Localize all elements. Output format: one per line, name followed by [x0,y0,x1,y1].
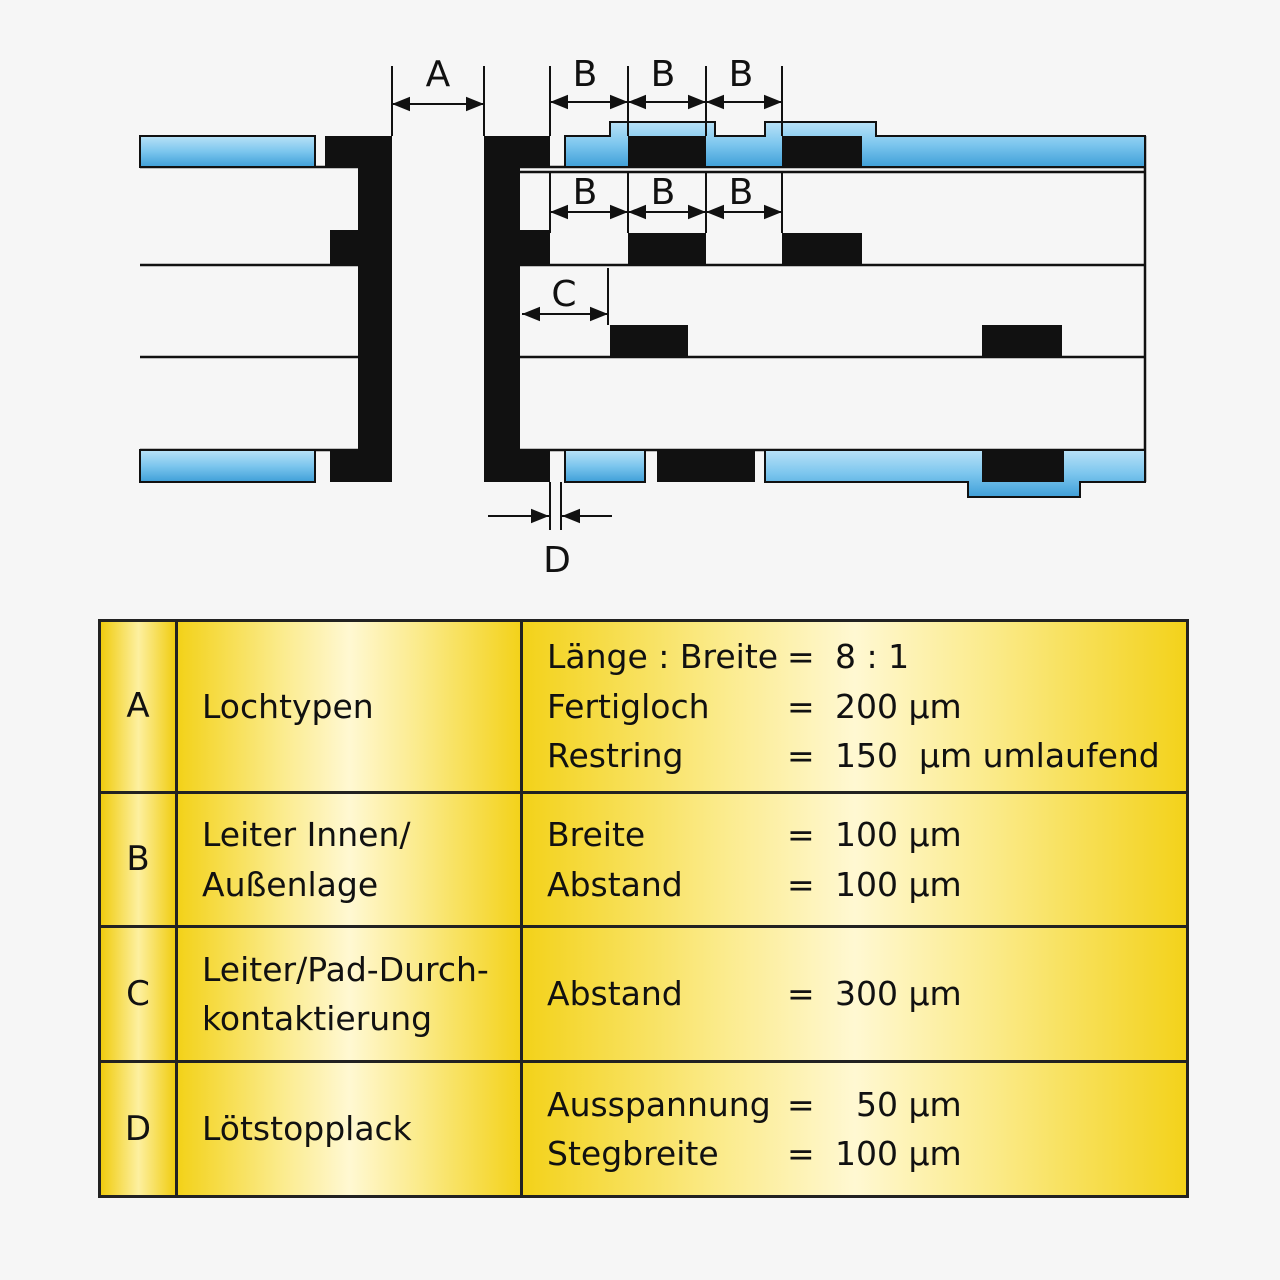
value-line [547,731,1186,781]
dimension-label-b: B [650,54,676,95]
value-name: Fertigloch [547,686,710,726]
row-values [522,621,1188,793]
table-row [100,793,1188,927]
dimension-a [392,54,484,136]
row-key: C [100,927,177,1062]
specification-table [98,619,1189,1198]
value-equals: = [787,637,815,677]
row-name-line: Außenlage [202,864,379,904]
value-name: Restring [547,736,684,776]
copper-plating [325,136,1064,482]
row-values [522,1062,1188,1197]
value-amount: 8 : 1 [835,637,910,677]
value-equals: = [787,1084,815,1124]
table-row [100,621,1188,793]
value-line [547,810,1186,860]
row-name [177,793,522,927]
dimension-label-a: A [425,54,451,95]
row-key: D [100,1062,177,1197]
row-key: A [100,621,177,793]
dimension-label-d: D [543,540,571,581]
table-row [100,927,1188,1062]
value-name: Ausspannung [547,1084,771,1124]
value-amount: 100 µm [835,815,962,854]
row-name-line: Lochtypen [202,686,374,726]
value-line [547,1080,1186,1130]
value-amount: 200 µm [835,686,962,726]
value-equals: = [787,815,815,854]
value-name: Abstand [547,974,683,1014]
dimension-label-b: B [572,54,598,95]
value-line [547,969,1186,1019]
value-equals: = [787,864,815,904]
value-amount: 100 µm [835,1134,962,1173]
value-equals: = [787,1134,815,1173]
value-amount: 300 µm [835,974,962,1014]
dimension-label-c: C [551,274,577,315]
value-equals: = [787,974,815,1014]
value-name: Länge : Breite [547,637,779,677]
dimension-label-b: B [650,172,676,213]
value-equals: = [787,686,815,726]
value-amount: 50 µm [835,1084,962,1124]
row-values [522,927,1188,1062]
dimension-label-b: B [728,54,754,95]
row-name [177,621,522,793]
value-name: Breite [547,815,646,854]
dimension-c [522,268,608,325]
pcb-cross-section-diagram [0,0,1280,600]
row-name [177,927,522,1062]
value-line [547,860,1186,910]
table-row [100,1062,1188,1197]
value-name: Stegbreite [547,1134,719,1173]
row-name-line: Leiter/Pad-Durch- [202,949,489,989]
value-line [547,682,1186,732]
value-line [547,632,1186,682]
board-layer-lines [140,136,1145,482]
dimension-label-b: B [728,172,754,213]
value-amount: 150 µm umlaufend [835,736,1160,776]
row-values [522,793,1188,927]
solder-mask [140,122,1145,497]
value-equals: = [787,736,815,776]
row-key: B [100,793,177,927]
value-amount: 100 µm [835,864,962,904]
value-line [547,1129,1186,1179]
row-name [177,1062,522,1197]
row-name-line: Lötstopplack [202,1109,412,1149]
dimension-d [488,482,612,581]
dimension-b-inner [550,172,782,233]
row-name-line: kontaktierung [202,999,433,1038]
row-name-line: Leiter Innen/ [202,815,411,854]
dimension-label-b: B [572,172,598,213]
value-name: Abstand [547,864,683,904]
